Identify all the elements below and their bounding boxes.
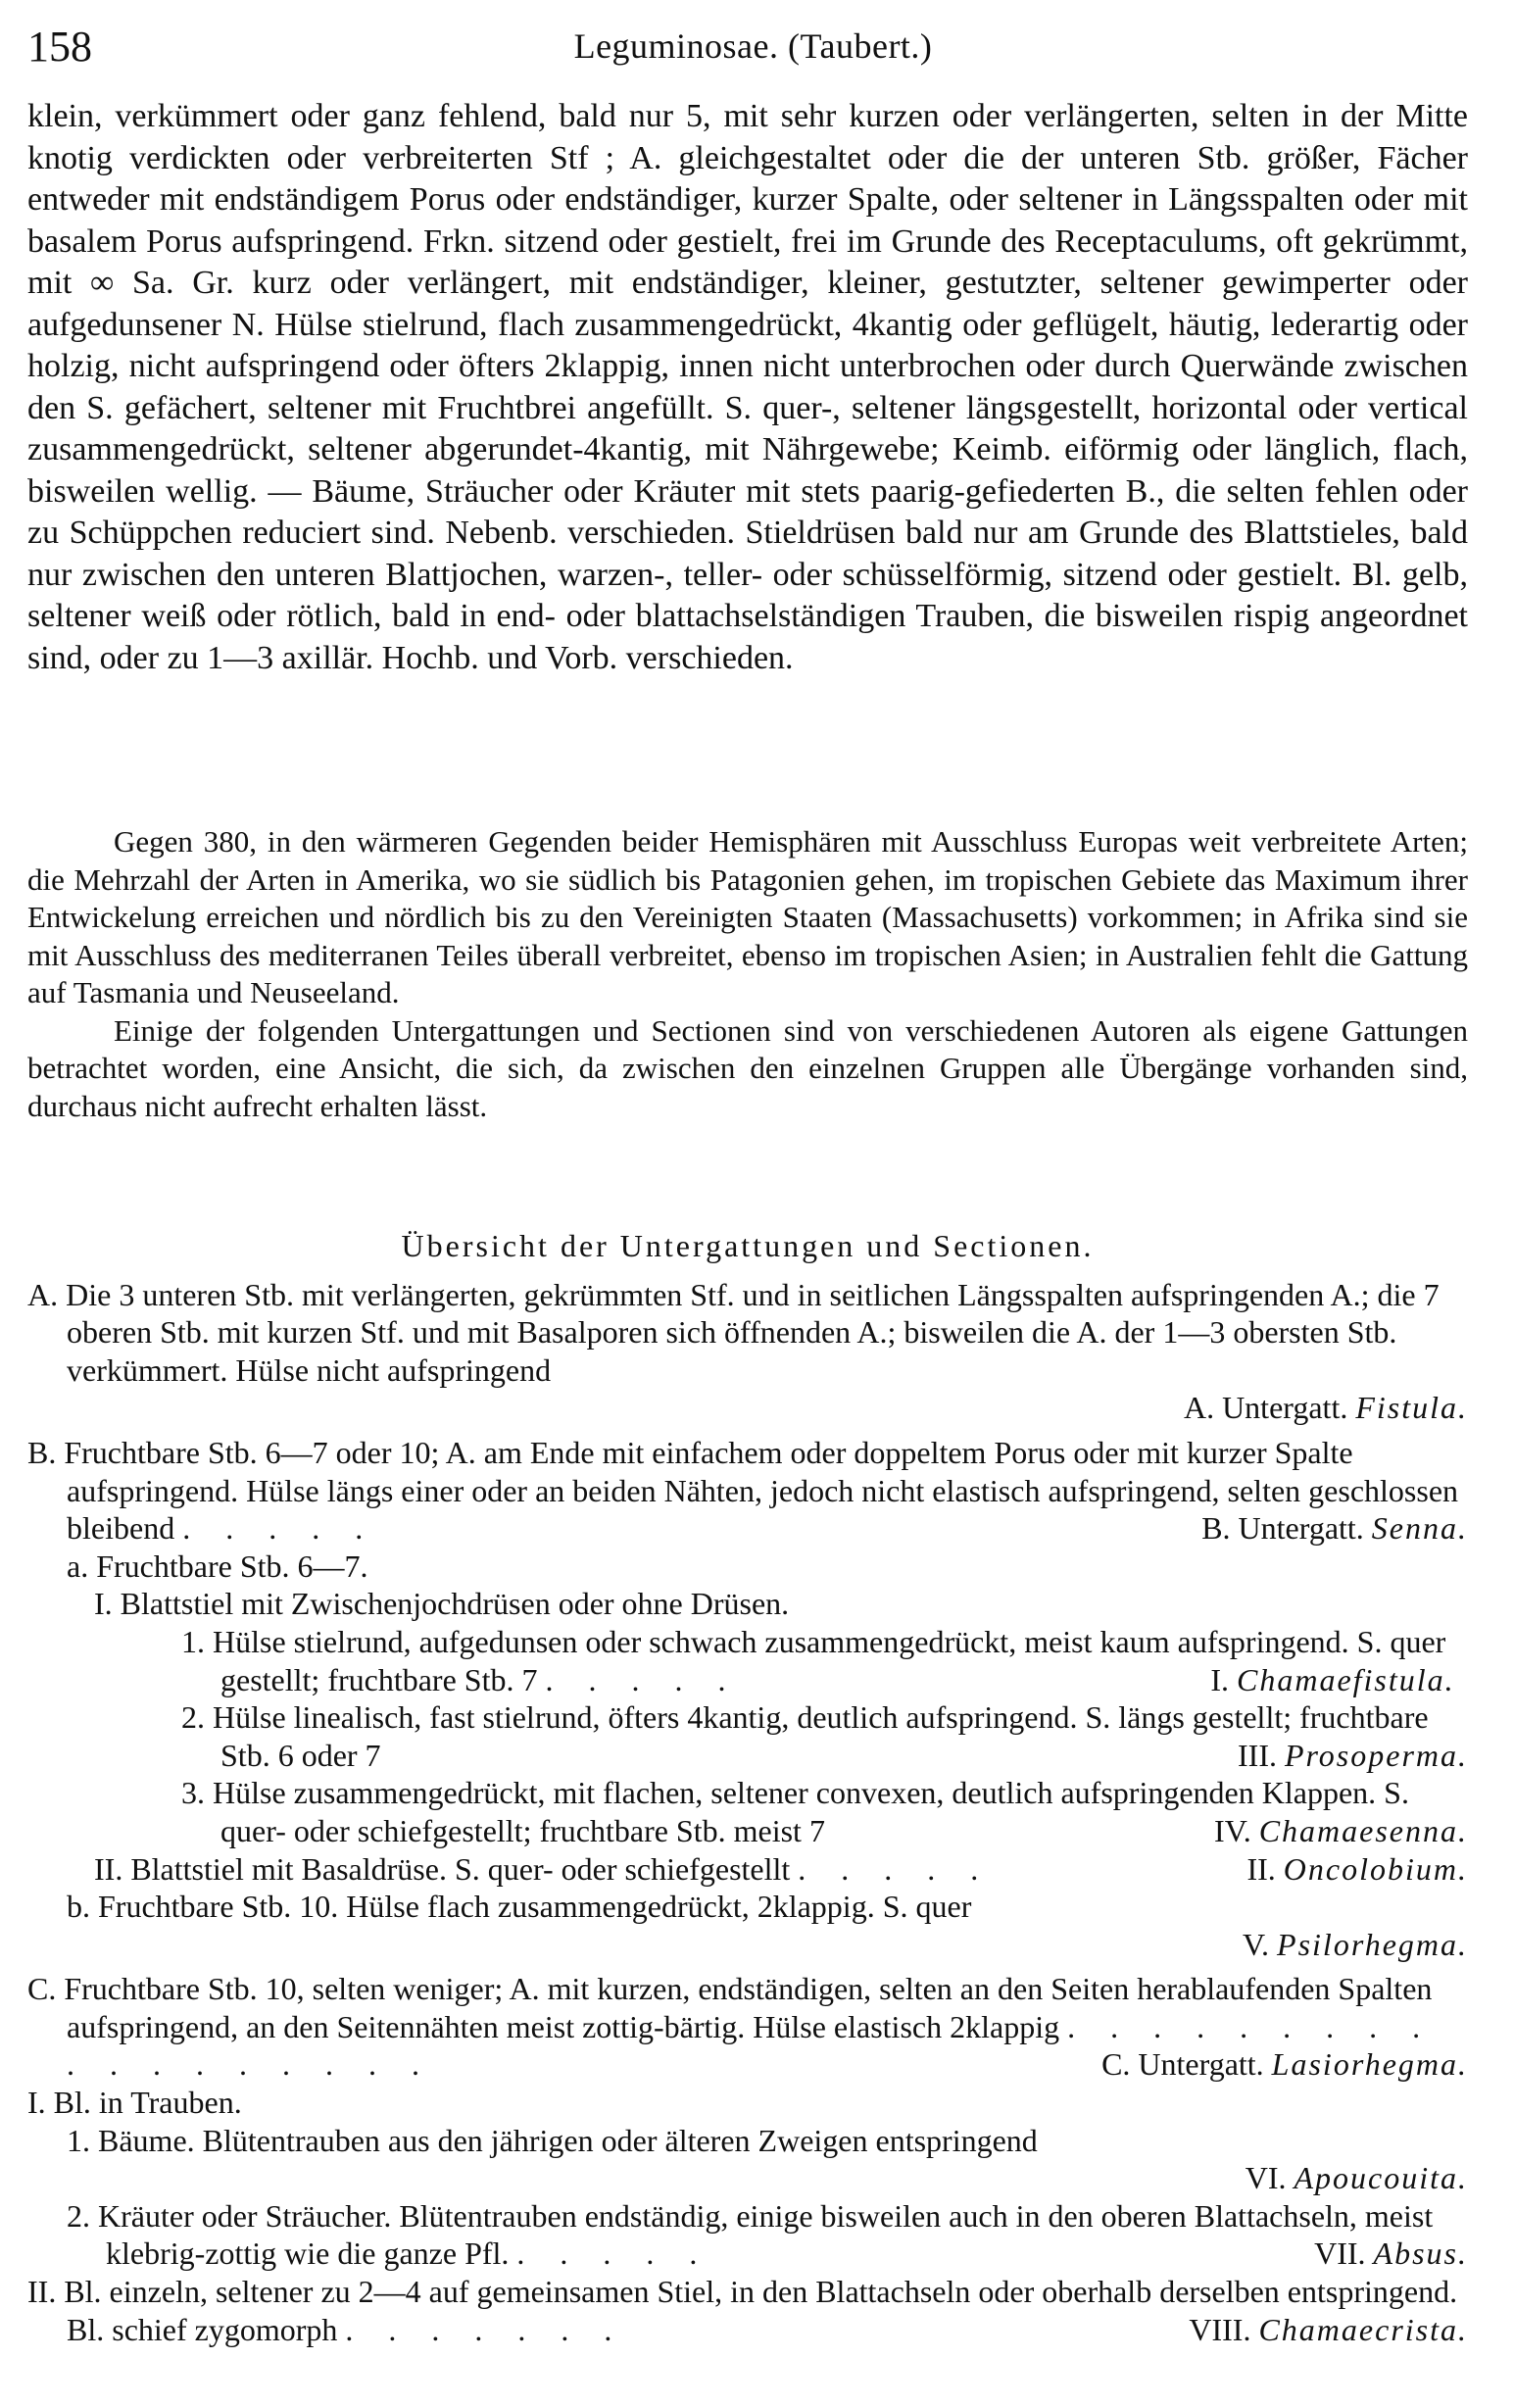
key-text: 3. Hülse zusammengedrückt, mit flachen, seltener convexen, deutlich aufspringenden Klappen. S. quer- oder schiefgestellt; fruchtbare Stb. meist 7	[181, 1775, 1409, 1848]
taxon-name: Lasiorhegma.	[1271, 2046, 1468, 2083]
key-entry-B-a-I-3	[140, 1774, 1468, 1849]
leader-dots: . . . . .	[798, 1850, 993, 1887]
key-target	[67, 1926, 1468, 1964]
target-prefix: VI.	[1245, 2160, 1287, 2196]
target-prefix: I.	[1210, 1661, 1229, 1697]
taxon-name: Fistula.	[1355, 1390, 1468, 1426]
key-target	[1246, 1850, 1468, 1889]
target-prefix: IV.	[1214, 1812, 1251, 1848]
key-entry-B-a-II	[94, 1850, 1468, 1889]
key-text: A. Die 3 unteren Stb. mit verlängerten, gekrümmten Stf. und in seitlichen Längsspalten aufspringenden A.; die 7 oberen Stb. mit kurzen Stf. und mit Basalporen sich öffnenden A.; bisweilen die A. der 1—3 obersten Stb. verkümmert. Hülse nicht aufspringend	[27, 1276, 1440, 1388]
key-entry-A	[27, 1276, 1468, 1427]
key-text: II. Blattstiel mit Basaldrüse. S. quer- oder schiefgestellt	[94, 1850, 791, 1887]
key-text: C. Fruchtbare Stb. 10, selten weniger; A. mit kurzen, endständigen, selten an den Seiten herablaufenden Spalten aufspringend, an den Seitennähten meist zottig-bärtig. Hülse elastisch 2klappig	[27, 1971, 1433, 2044]
key-entry-B-a-I: I. Blattstiel mit Zwischenjochdrüsen oder ohne Drüsen.	[94, 1586, 790, 1622]
remarks-block	[27, 823, 1468, 1125]
target-prefix: A. Untergatt.	[1183, 1390, 1348, 1426]
key-target	[1214, 1812, 1468, 1850]
key-entry-B	[27, 1434, 1468, 1548]
leader-dots: . . . . .	[182, 1510, 377, 1547]
target-prefix: VII.	[1314, 2236, 1366, 2272]
taxon-name: Psilorhegma.	[1277, 1926, 1468, 1962]
taxon-name: Oncolobium.	[1283, 1850, 1468, 1887]
leader-dots: . . . . . . .	[345, 2311, 626, 2347]
key-entry-B-b	[27, 1888, 1468, 1963]
key-entry-B-a: a. Fruchtbare Stb. 6—7.	[67, 1548, 368, 1584]
leader-dots: . . . . . . . . . . . . . . . . . .	[67, 2008, 1435, 2083]
distribution-paragraph: Gegen 380, in den wärmeren Gegenden beider Hemisphären mit Ausschluss Europas weit verbreitete Arten; die Mehrzahl der Arten in Amerika, wo sie südlich bis Patagonien gehen, im tropischen Gebiete das Maximum ihrer Entwickelung erreichen und nördlich bis zu den Vereinigten Staaten (Massachusetts) vorkommen; in Afrika sind sie mit Ausschluss des mediterranen Teiles überall verbreitet, ebenso im tropischen Asien; in Australien fehlt die Gattung auf Tasmania und Neuseeland.	[27, 824, 1468, 1009]
synopsis	[27, 1227, 1468, 2348]
key-text: II. Bl. einzeln, seltener zu 2—4 auf gemeinsamen Stiel, in den Blattachseln oder oberhalb derselben entspringend. Bl. schief zygomorph	[27, 2274, 1458, 2347]
key-entry-C-I-1	[67, 2122, 1468, 2197]
target-prefix: II.	[1246, 1850, 1276, 1887]
key-text: B. Fruchtbare Stb. 6—7 oder 10; A. am Ende mit einfachem oder doppeltem Porus oder mit kurzer Spalte aufspringend. Hülse längs einer oder an beiden Nähten, jedoch nicht elastisch aufspringend, selten geschlossen bleibend	[27, 1434, 1459, 1547]
target-prefix: VIII.	[1189, 2311, 1251, 2347]
genus-description	[27, 96, 1468, 679]
key-entry-C-II	[27, 2273, 1468, 2348]
target-prefix: III.	[1238, 1737, 1277, 1773]
taxon-name: Absus.	[1373, 2236, 1468, 2272]
key-target	[1101, 2045, 1468, 2084]
key-target	[67, 1389, 1468, 1427]
note-paragraph: Einige der folgenden Untergattungen und Sectionen sind von verschiedenen Autoren als eigene Gattungen betrachtet worden, eine Ansicht, die sich, da zwischen den einzelnen Gruppen alle Übergänge vorhanden sind, durchaus nicht aufrecht erhalten lässt.	[27, 1012, 1468, 1123]
target-prefix: V.	[1243, 1926, 1270, 1962]
key-entry-C-I-2	[67, 2197, 1468, 2273]
key-target	[1201, 1509, 1468, 1548]
key-entry-B-a-I-1	[140, 1623, 1468, 1698]
key-target	[106, 2159, 1468, 2197]
running-title: Leguminosae. (Taubert.)	[573, 26, 933, 66]
key-text: b. Fruchtbare Stb. 10. Hülse flach zusammengedrückt, 2klappig. S. quer	[67, 1889, 972, 1925]
key-text: 1. Hülse stielrund, aufgedunsen oder schwach zusammengedrückt, meist kaum aufspringend. S. quer gestellt; fruchtbare Stb. 7	[181, 1623, 1446, 1697]
target-prefix: B. Untergatt.	[1201, 1510, 1364, 1547]
key-entry-B-a-I-2	[140, 1698, 1468, 1774]
key-entry-C	[27, 1970, 1468, 2084]
key-text: 1. Bäume. Blütentrauben aus den jährigen oder älteren Zweigen entspringend	[67, 2122, 1038, 2158]
description-paragraph: klein, verkümmert oder ganz fehlend, bald nur 5, mit sehr kurzen oder verlängerten, selten in der Mitte knotig verdickten oder verbreiterten Stf ; A. gleichgestaltet oder die der unteren Stb. größer, Fächer entweder mit endständigem Porus oder endständiger, kurzer Spalte, oder seltener in Längsspalten oder mit basalem Porus aufspringend. Frkn. sitzend oder gestielt, frei im Grunde des Receptaculums, oft gekrümmt, mit ∞ Sa. Gr. kurz oder verlängert, mit endständiger, kleiner, gestutzter, seltener gewimperter oder aufgedunsener N. Hülse stielrund, flach zusammengedrückt, 4kantig oder geflügelt, häutig, lederartig oder holzig, nicht aufspringend oder öfters 2klappig, innen nicht unterbrochen oder durch Querwände zwischen den S. gefächert, seltener mit Fruchtbrei angefüllt. S. quer-, seltener längsgestellt, horizontal oder vertical zusammengedrückt, seltener abgerundet-4kantig, mit Nährgewebe; Keimb. eiförmig oder länglich, flach, bisweilen wellig. — Bäume, Sträucher oder Kräuter mit stets paarig-gefiederten B., die selten fehlen oder zu Schüppchen reduciert sind. Nebenb. verschieden. Stieldrüsen bald nur am Grunde des Blattstieles, bald nur zwischen den unteren Blattjochen, warzen-, teller- oder schüsselförmig, sitzend oder gestielt. Bl. gelb, seltener weiß oder rötlich, bald in end- oder blattachselständigen Trauben, die bisweilen rispig angeordnet sind, oder zu 1—3 axillär. Hochb. und Vorb. verschieden.	[27, 98, 1468, 676]
leader-dots: . . . . .	[545, 1661, 740, 1697]
taxon-name: Apoucouita.	[1294, 2160, 1468, 2196]
taxon-name: Prosoperma.	[1284, 1737, 1468, 1773]
taxon-name: Chamaefistula.	[1236, 1661, 1455, 1697]
key-target	[1189, 2311, 1468, 2349]
key-entry-C-I: I. Bl. in Trauben.	[27, 2085, 242, 2121]
target-prefix: C. Untergatt.	[1101, 2046, 1264, 2083]
key-text: 2. Hülse linealisch, fast stielrund, öfters 4kantig, deutlich aufspringend. S. längs gestellt; fruchtbare Stb. 6 oder 7	[181, 1699, 1429, 1773]
key-target	[1314, 2235, 1468, 2273]
key-target	[1210, 1661, 1468, 1699]
taxon-name: Chamaecrista.	[1258, 2311, 1468, 2347]
leader-dots: . . . . .	[516, 2236, 711, 2272]
synopsis-title: Übersicht der Untergattungen und Sectionen.	[401, 1228, 1095, 1263]
taxon-name: Senna.	[1371, 1510, 1468, 1547]
page-header	[27, 22, 1479, 80]
key-text: 2. Kräuter oder Sträucher. Blütentrauben endständig, einige bisweilen auch in den oberen Blattachseln, meist klebrig-zottig wie die ganze Pfl.	[67, 2197, 1434, 2272]
page-number: 158	[27, 23, 92, 71]
taxon-name: Chamaesenna.	[1258, 1812, 1468, 1848]
key-target	[1238, 1737, 1468, 1775]
